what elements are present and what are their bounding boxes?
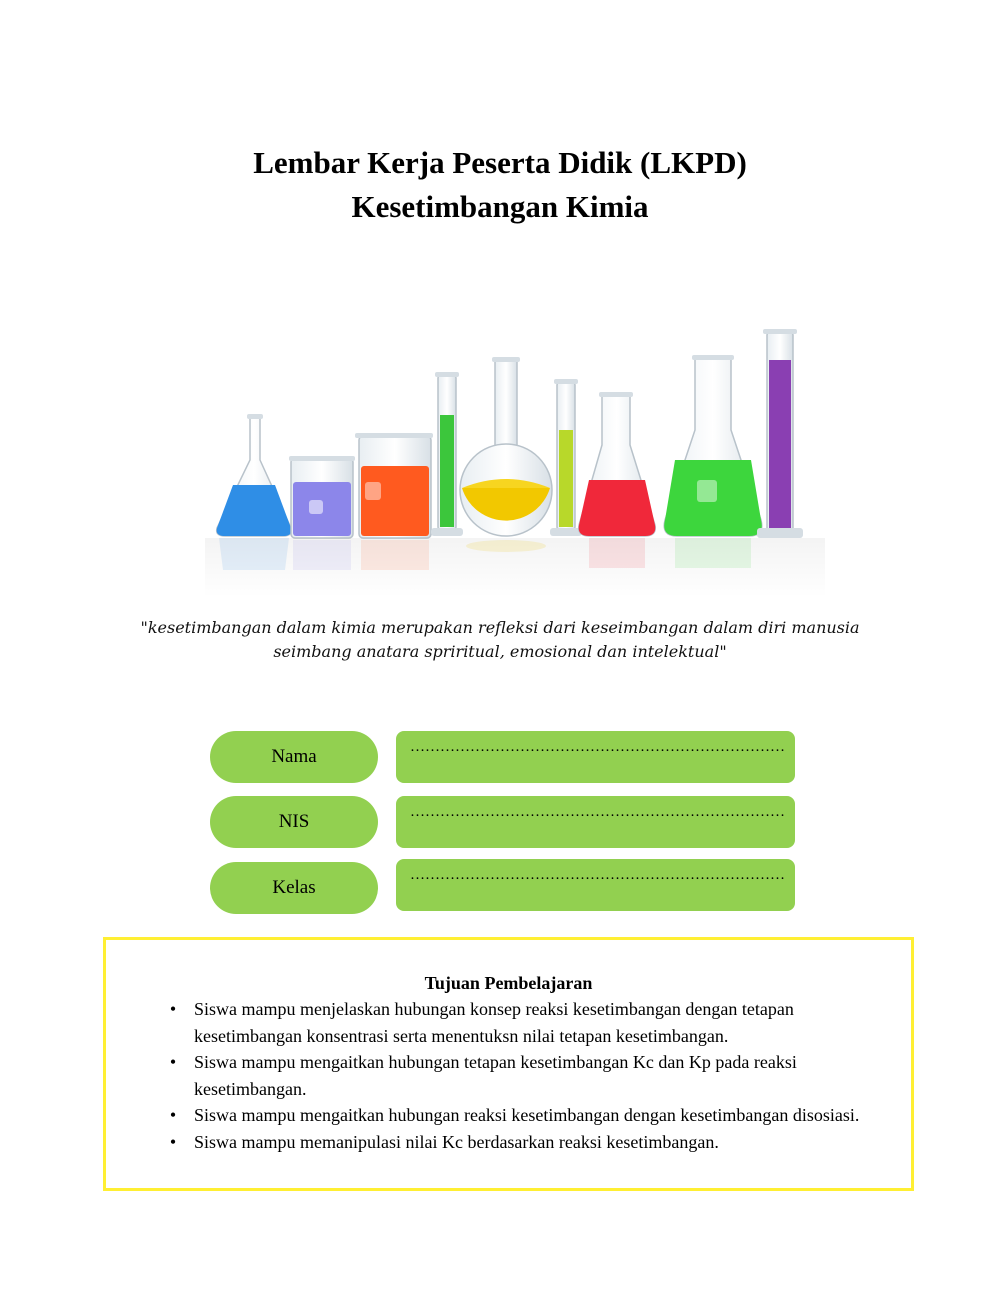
class-label: Kelas [210, 862, 378, 914]
quote-line-1: "kesetimbangan dalam kimia merupakan refleksi dari keseimbangan dalam diri manusia [140, 618, 860, 637]
list-item [166, 996, 866, 1049]
list-item [166, 1049, 866, 1102]
learning-objectives-title: Tujuan Pembelajaran [424, 973, 593, 993]
page-subtitle: Kesetimbangan Kimia [351, 189, 649, 224]
nis-label: NIS [210, 796, 378, 848]
nis-field[interactable]: ………………………………………………………………… [396, 796, 795, 848]
class-field[interactable]: ………………………………………………………………… [396, 859, 795, 911]
bullet-icon: • [169, 999, 177, 1019]
green-flask [664, 355, 762, 568]
yellow-round-flask [460, 357, 552, 552]
name-field[interactable]: ………………………………………………………………… [396, 731, 795, 783]
lime-cylinder [550, 379, 582, 536]
lab-glassware-illustration [205, 320, 825, 600]
learning-objectives-box [103, 937, 914, 1191]
learning-objectives-list [166, 996, 866, 1155]
list-item [166, 1102, 866, 1129]
bullet-icon: • [169, 1052, 177, 1072]
bullet-icon: • [169, 1105, 177, 1125]
list-item-text: Siswa mampu mengaitkan hubungan reaksi kesetimbangan dengan kesetimbangan disosiasi. [194, 1105, 860, 1125]
name-label: Nama [210, 731, 378, 783]
list-item [166, 1129, 866, 1156]
green-cylinder [431, 372, 463, 536]
purple-cylinder [757, 329, 803, 538]
list-item-text: Siswa mampu memanipulasi nilai Kc berdasarkan reaksi kesetimbangan. [194, 1131, 719, 1152]
quote-line-2: seimbang anatara spriritual, emosional dan intelektual" [273, 642, 727, 661]
list-item-text: Siswa mampu mengaitkan hubungan tetapan kesetimbangan Kc dan Kp pada reaksi kesetimbangan. [194, 1052, 797, 1099]
page-title: Lembar Kerja Peserta Didik (LKPD) [253, 145, 747, 180]
bullet-icon: • [169, 1131, 177, 1152]
list-item-text: Siswa mampu menjelaskan hubungan konsep reaksi kesetimbangan dengan tetapan kesetimbangan konsentrasi serta menentuksn nilai tetapan kesetimbangan. [194, 999, 794, 1046]
